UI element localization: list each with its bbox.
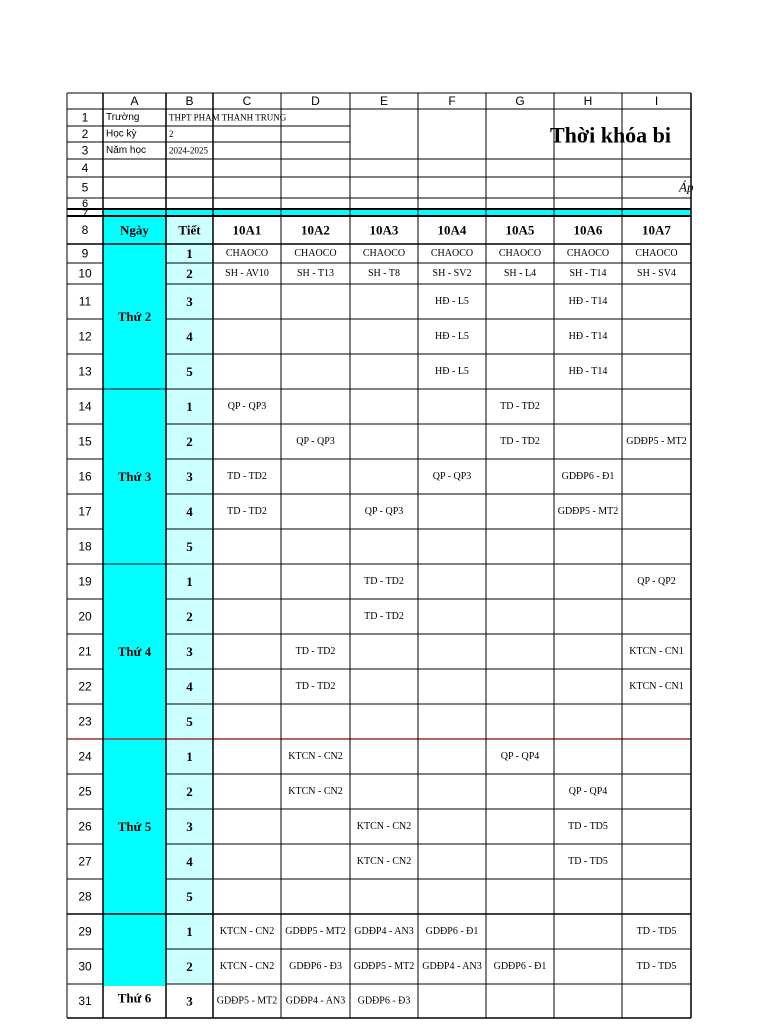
schedule-cell[interactable]: GDĐP6 - Đ3 [357,995,411,1007]
schedule-cell[interactable]: KTCN - CN2 [356,821,412,832]
schedule-cell[interactable]: SH - L4 [503,268,537,279]
schedule-cell[interactable]: QP - QP3 [227,401,267,412]
info-value: THPT PHAM THANH TRUNG [169,112,287,123]
schedule-cell[interactable]: CHAOCO [225,248,269,259]
row-number: 8 [81,223,89,237]
schedule-cell[interactable]: TD - TD5 [568,856,608,867]
row-number: 26 [78,819,92,834]
row-number: 19 [78,574,92,589]
row-number: 3 [81,143,89,158]
row-number: 21 [78,644,92,659]
schedule-cell[interactable]: KTCN - CN2 [288,751,343,762]
schedule-cell[interactable]: QP - QP4 [500,751,540,762]
schedule-cell[interactable]: GDĐP5 - MT2 [557,506,619,517]
row-number: 20 [78,609,92,624]
period-number: 3 [186,993,193,1009]
row-number: 30 [78,959,92,974]
schedule-cell[interactable]: SH - AV10 [225,268,269,279]
schedule-cell[interactable]: TD - TD2 [295,681,336,692]
day-label: Thứ 6 [117,990,152,1006]
row-number: 23 [78,714,92,729]
row-number: 15 [78,434,92,449]
schedule-cell[interactable]: TD - TD2 [227,471,267,482]
schedule-cell[interactable]: SH - SV2 [432,268,472,279]
schedule-cell[interactable]: GDĐP4 - AN3 [422,961,482,972]
row-number: 27 [78,854,92,869]
period-number: 3 [186,294,193,309]
period-number: 2 [186,434,193,449]
subtitle: Áp [679,179,694,195]
schedule-cell[interactable]: TD - TD2 [500,436,540,447]
schedule-cell[interactable]: GDĐP4 - AN3 [354,926,414,937]
day-cell-fill [103,529,166,704]
period-number: 2 [186,959,193,974]
schedule-cell[interactable]: GDĐP6 - Đ3 [289,961,342,972]
schedule-cell[interactable]: HĐ - T14 [568,296,608,307]
schedule-cell[interactable]: GDĐP4 - AN3 [285,995,346,1007]
period-number: 1 [186,749,193,764]
row-number: 29 [78,924,92,939]
day-cell-fill [103,704,166,879]
schedule-cell[interactable]: CHAOCO [635,248,678,259]
header-class: 10A3 [369,222,399,238]
schedule-cell[interactable]: HĐ - L5 [435,331,469,342]
schedule-cell[interactable]: HĐ - L5 [435,296,469,307]
period-number: 5 [186,539,193,554]
row-number: 1 [81,110,89,125]
header-day: Ngày [120,222,149,238]
period-number: 5 [186,714,193,729]
schedule-cell[interactable]: GDĐP6 - Đ1 [425,926,479,937]
period-number: 3 [186,644,193,659]
row-number: 5 [81,180,89,195]
schedule-cell[interactable]: QP - QP3 [432,471,472,482]
schedule-cell[interactable]: KTCN - CN1 [629,681,684,692]
row-number: 4 [81,161,89,175]
row-number: 24 [78,749,92,764]
row-number: 10 [78,266,92,281]
column-header-f: F [448,94,456,108]
header-row-fill [103,209,691,216]
schedule-cell[interactable]: TD - TD2 [227,506,267,517]
period-number: 1 [186,246,193,261]
row-number: 18 [78,539,92,554]
period-number: 1 [186,574,193,589]
schedule-cell[interactable]: GDĐP6 - Đ1 [493,961,547,972]
row-number: 13 [78,364,92,379]
schedule-cell[interactable]: TD - TD2 [295,646,336,657]
schedule-cell[interactable]: TD - TD2 [364,611,404,622]
schedule-cell[interactable]: GDĐP6 - Đ1 [561,471,615,482]
row-number: 16 [78,469,92,484]
column-header-h: H [583,94,593,108]
column-header-b: B [185,94,194,108]
period-number: 4 [186,679,193,694]
column-header-i: I [654,94,659,108]
schedule-cell[interactable]: TD - TD2 [500,401,540,412]
header-class: 10A2 [301,222,330,238]
schedule-cell[interactable]: KTCN - CN2 [288,786,343,797]
schedule-cell[interactable]: HĐ - L5 [435,366,469,377]
row-number: 28 [78,889,92,904]
row-number: 14 [78,399,92,414]
schedule-cell[interactable]: CHAOCO [430,248,474,259]
schedule-cell[interactable]: GDĐP5 - MT2 [626,436,687,447]
period-number: 2 [186,609,193,624]
column-header-c: C [242,94,252,108]
day-cell-fill [103,879,166,986]
period-number: 5 [186,889,193,904]
schedule-cell[interactable]: SH - T14 [569,268,607,279]
period-number: 4 [186,504,193,519]
schedule-cell[interactable]: QP - QP2 [637,576,676,587]
schedule-cell[interactable]: SH - SV4 [637,268,676,279]
day-label: Thứ 3 [117,469,152,484]
row-number: 11 [78,294,92,309]
schedule-cell[interactable]: GDĐP5 - MT2 [216,995,278,1007]
day-label: Thứ 4 [117,644,152,659]
schedule-cell[interactable]: CHAOCO [294,248,337,259]
period-number: 3 [186,819,193,834]
header-class: 10A5 [505,222,535,238]
period-number: 3 [186,469,193,484]
period-number: 1 [186,399,193,414]
schedule-cell[interactable]: KTCN - CN2 [219,926,275,937]
schedule-cell[interactable]: TD - TD5 [636,926,677,937]
info-value: 2024-2025 [169,145,208,156]
header-class: 10A4 [437,222,467,238]
header-class: 10A6 [573,222,603,238]
column-header-g: G [515,94,525,108]
row-number: 25 [78,784,92,799]
info-value: 2 [169,129,174,139]
period-number: 2 [186,784,193,799]
schedule-cell[interactable]: GDĐP5 - MT2 [285,926,346,937]
schedule-cell[interactable]: KTCN - CN2 [219,961,275,972]
info-label: Năm học [106,145,147,156]
row-number: 7 [81,208,89,220]
column-header-d: D [311,94,320,108]
day-label: Thứ 5 [117,819,152,834]
header-class: 10A7 [642,222,671,238]
schedule-cell[interactable]: TD - TD5 [636,961,677,972]
page-title: Thời khóa bi [550,122,672,148]
period-number: 1 [186,924,193,939]
schedule-cell[interactable]: TD - TD5 [568,821,608,832]
schedule-cell[interactable]: GDĐP5 - MT2 [353,961,415,972]
header-period: Tiết [178,222,201,238]
schedule-cell[interactable]: SH - T8 [367,268,401,279]
schedule-cell[interactable]: TD - TD2 [364,576,404,587]
row-number: 17 [78,504,92,519]
schedule-cell[interactable]: QP - QP3 [364,506,404,517]
column-header-e: E [379,94,389,108]
schedule-cell[interactable]: CHAOCO [362,248,406,259]
day-cell-fill [103,354,166,529]
row-number: 22 [78,679,92,694]
schedule-cell[interactable]: SH - T13 [296,268,335,279]
info-label: Học kỳ [106,128,137,140]
header-class: 10A1 [232,222,262,238]
schedule-cell[interactable]: KTCN - CN1 [629,646,684,657]
row-number: 6 [81,198,89,210]
info-label: Trường [106,112,140,123]
schedule-cell[interactable]: KTCN - CN2 [356,856,412,867]
schedule-cell[interactable]: HĐ - T14 [568,366,608,377]
schedule-cell[interactable]: CHAOCO [498,248,542,259]
schedule-cell[interactable]: QP - QP3 [296,436,335,447]
period-number: 2 [186,266,193,281]
row-number: 12 [78,329,92,344]
schedule-cell[interactable]: HĐ - T14 [568,331,608,342]
column-header-a: A [130,94,139,108]
period-number: 5 [186,364,193,379]
row-number: 2 [81,127,89,141]
schedule-cell[interactable]: CHAOCO [566,248,610,259]
row-number: 31 [78,994,92,1008]
period-number: 4 [186,329,193,344]
schedule-cell[interactable]: QP - QP4 [568,786,608,797]
period-number: 4 [186,854,193,869]
row-number: 9 [81,246,89,261]
day-label: Thứ 2 [117,309,152,324]
